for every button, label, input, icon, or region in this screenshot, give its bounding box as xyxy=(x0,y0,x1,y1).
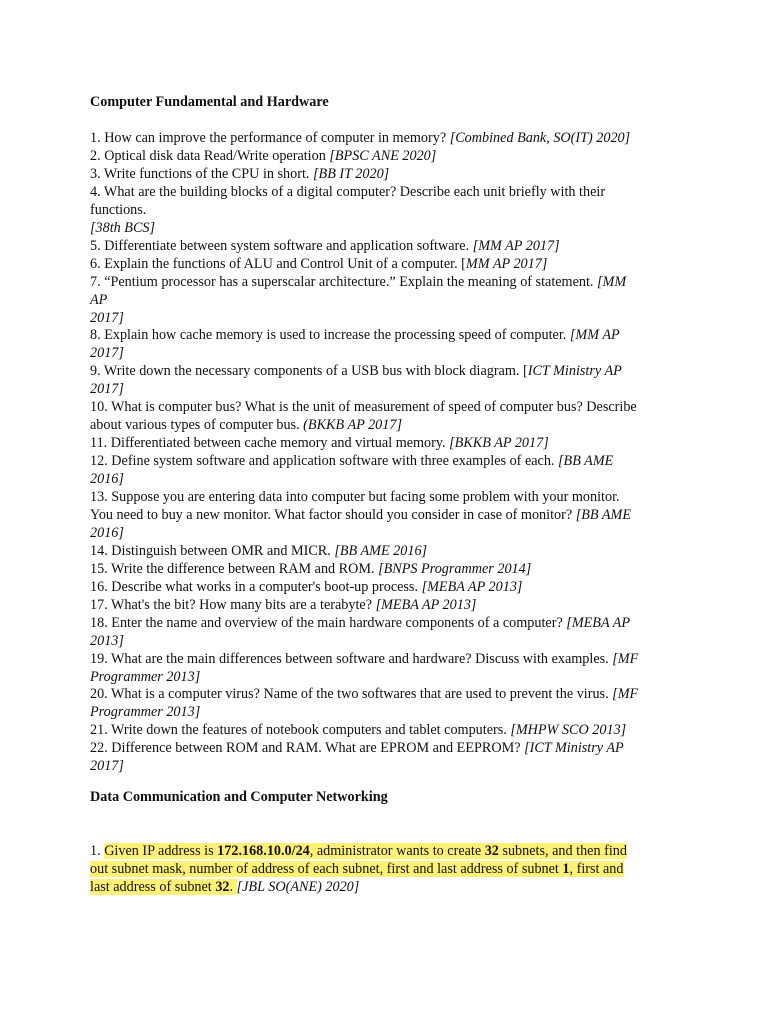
hardware-question-line xyxy=(90,380,124,398)
exam-reference: 2017] xyxy=(90,381,124,398)
exam-reference: ICT Ministry AP xyxy=(527,363,622,380)
hardware-question-line xyxy=(90,524,124,542)
question-text: 2. Optical disk data Read/Write operation xyxy=(90,147,330,164)
question-text: 16. Describe what works in a computer's boot-up process. xyxy=(90,578,422,595)
hardware-question-line xyxy=(90,326,620,344)
question-text: functions. xyxy=(90,201,147,218)
hardware-question-line xyxy=(90,650,638,668)
question-text: 3. Write functions of the CPU in short. xyxy=(90,165,313,182)
exam-reference: MM AP 2017] xyxy=(465,255,548,272)
exam-reference: [MEBA AP 2013] xyxy=(375,596,477,613)
exam-reference: AP xyxy=(90,291,108,308)
question-text: 11. Differentiated between cache memory and virtual memory. xyxy=(90,435,450,452)
exam-reference: 2017] xyxy=(90,758,124,775)
hardware-question-line xyxy=(90,452,613,470)
exam-reference: 2017] xyxy=(90,309,124,326)
exam-reference: 2016] xyxy=(90,524,124,541)
hardware-question-line xyxy=(90,488,620,506)
exam-reference: [MM AP xyxy=(569,327,620,344)
question-text: 14. Distinguish between OMR and MICR. xyxy=(90,542,335,559)
section-heading-networking: Data Communication and Computer Networking xyxy=(90,789,388,805)
exam-reference: [MM xyxy=(597,273,627,290)
networking-question-1-line-1: 1. Given IP address is 172.168.10.0/24, administrator wants to create 32 subnets, and then find xyxy=(90,843,627,859)
hardware-question-line xyxy=(90,398,637,416)
hardware-question-line xyxy=(90,237,560,255)
hardware-question-line xyxy=(90,632,124,650)
exam-reference: [BNPS Programmer 2014] xyxy=(378,560,532,577)
exam-reference: [Combined Bank, SO(IT) 2020] xyxy=(449,130,631,146)
exam-reference: Programmer 2013] xyxy=(90,704,201,721)
hardware-question-line xyxy=(90,344,124,362)
hardware-question-line xyxy=(90,309,124,327)
exam-reference: [BPSC ANE 2020] xyxy=(329,147,437,164)
exam-reference: [MEBA AP 2013] xyxy=(421,578,523,595)
question-text: 15. Write the difference between RAM and ROM. xyxy=(90,560,379,577)
question-text: 22. Difference between ROM and RAM. What are EPROM and EEPROM? xyxy=(90,740,525,757)
hardware-question-line xyxy=(90,434,549,452)
hardware-question-line xyxy=(90,739,624,757)
question-text: 10. What is computer bus? What is the unit of measurement of speed of computer bus? Describe xyxy=(90,399,637,416)
hardware-question-line xyxy=(90,129,630,147)
exam-reference: 2016] xyxy=(90,471,124,488)
hardware-question-line xyxy=(90,596,476,614)
exam-reference: [38th BCS] xyxy=(90,219,156,236)
exam-reference: [MF xyxy=(612,686,639,703)
section-heading-hardware: Computer Fundamental and Hardware xyxy=(90,94,329,110)
hardware-question-line xyxy=(90,291,107,309)
hardware-question-line xyxy=(90,757,124,775)
exam-reference: [MHPW SCO 2013] xyxy=(510,722,627,739)
hardware-question-line xyxy=(90,219,155,237)
question-text: 8. Explain how cache memory is used to increase the processing speed of computer. xyxy=(90,327,570,344)
exam-reference: [BB AME xyxy=(575,506,631,523)
exam-reference: Programmer 2013] xyxy=(90,668,201,685)
hardware-question-line xyxy=(90,668,200,686)
hardware-question-line xyxy=(90,542,427,560)
exam-reference: [BB AME xyxy=(558,453,614,470)
exam-reference: 2013] xyxy=(90,632,124,649)
exam-reference: (BKKB AP 2017] xyxy=(303,417,402,434)
hardware-question-line xyxy=(90,703,200,721)
exam-reference: [BB AME 2016] xyxy=(334,542,428,559)
exam-reference: [MF xyxy=(612,650,639,667)
hardware-question-line xyxy=(90,147,436,165)
hardware-question-line xyxy=(90,578,522,596)
question-text: 4. What are the building blocks of a digital computer? Describe each unit briefly with their xyxy=(90,183,606,200)
hardware-question-line xyxy=(90,273,626,291)
hardware-question-line xyxy=(90,470,124,488)
hardware-question-line xyxy=(90,614,630,632)
question-text: 9. Write down the necessary components of a USB bus with block diagram. [ xyxy=(90,363,528,380)
question-text: 18. Enter the name and overview of the main hardware components of a computer? xyxy=(90,614,567,631)
question-text: 1. How can improve the performance of computer in memory? xyxy=(90,130,450,146)
question-text: 20. What is a computer virus? Name of the two softwares that are used to prevent the virus. xyxy=(90,686,613,703)
question-text: 13. Suppose you are entering data into computer but facing some problem with your monitor. xyxy=(90,489,620,505)
hardware-question-line xyxy=(90,255,547,273)
networking-question-1-line-2: out subnet mask, number of address of each subnet, first and last address of subnet 1, first and xyxy=(90,861,624,877)
hardware-question-line xyxy=(90,506,631,524)
question-text: 21. Write down the features of notebook computers and tablet computers. xyxy=(90,722,511,739)
hardware-question-line xyxy=(90,165,389,183)
question-text: about various types of computer bus. xyxy=(90,417,304,434)
question-text: 19. What are the main differences between software and hardware? Discuss with examples. xyxy=(90,650,613,667)
exam-reference: [BB IT 2020] xyxy=(313,165,390,182)
hardware-question-line xyxy=(90,362,622,380)
hardware-question-line xyxy=(90,560,531,578)
exam-reference: 2017] xyxy=(90,345,124,362)
question-text: You need to buy a new monitor. What factor should you consider in case of monitor? xyxy=(90,506,576,523)
question-text: 12. Define system software and application software with three examples of each. xyxy=(90,453,559,470)
hardware-question-line xyxy=(90,201,146,219)
question-text: 5. Differentiate between system software and application software. xyxy=(90,237,473,254)
exam-reference: [BKKB AP 2017] xyxy=(449,435,549,452)
hardware-question-line xyxy=(90,183,605,201)
question-text: 7. “Pentium processor has a superscalar architecture.” Explain the meaning of statement. xyxy=(90,273,598,290)
exam-reference: [MEBA AP xyxy=(566,614,631,631)
question-text: 6. Explain the functions of ALU and Control Unit of a computer. [ xyxy=(90,255,466,272)
networking-question-1-line-3: last address of subnet 32. [JBL SO(ANE) 2020] xyxy=(90,879,360,895)
exam-reference: [ICT Ministry AP xyxy=(524,740,624,757)
hardware-question-line xyxy=(90,721,626,739)
question-text: 17. What's the bit? How many bits are a terabyte? xyxy=(90,596,376,613)
hardware-question-line xyxy=(90,685,638,703)
hardware-question-line xyxy=(90,416,402,434)
exam-reference: [MM AP 2017] xyxy=(472,237,560,254)
